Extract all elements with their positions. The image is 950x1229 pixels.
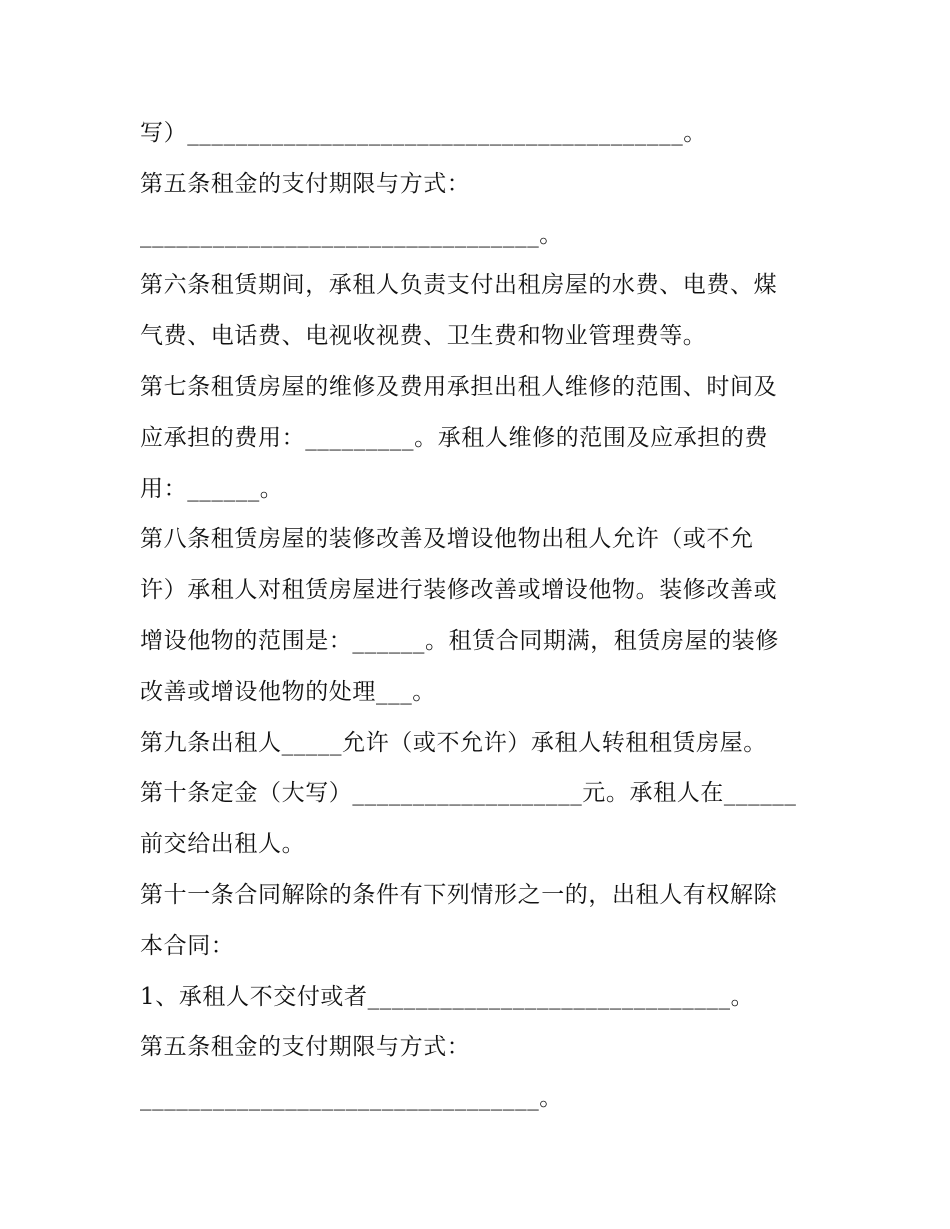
text-line: 写）_________________________________________。 [140, 120, 707, 146]
text-line: 第八条租赁房屋的装修改善及增设他物出租人允许（或不允 [140, 526, 754, 553]
text-line: 1、承租人不交付或者______________________________。 [140, 983, 755, 1010]
text-line: 本合同： [140, 932, 235, 959]
text-line: _________________________________。 [140, 1085, 563, 1112]
text-line: 应承担的费用：_________。承租人维修的范围及应承担的费 [140, 424, 769, 451]
text-line: 第五条租金的支付期限与方式： [140, 1034, 471, 1061]
text-line: 前交给出租人。 [140, 831, 306, 858]
text-line: 第五条租金的支付期限与方式： [140, 170, 471, 197]
text-line: _________________________________。 [140, 221, 563, 248]
text-line: 第六条租赁期间，承租人负责支付出租房屋的水费、电费、煤 [140, 272, 778, 299]
text-line: 气费、电话费、电视收视费、卫生费和物业管理费等。 [140, 323, 707, 350]
contract-body [140, 108, 820, 1124]
text-line: 第九条出租人_____允许（或不允许）承租人转租租赁房屋。 [140, 729, 767, 756]
text-line: 第十一条合同解除的条件有下列情形之一的，出租人有权解除 [140, 881, 778, 908]
text-line: 第十条定金（大写）___________________元。承租人在______ [140, 780, 797, 807]
text-line: 改善或增设他物的处理___。 [140, 678, 436, 705]
text-line: 增设他物的范围是：______。租赁合同期满，租赁房屋的装修 [140, 627, 779, 654]
text-line: 许）承租人对租赁房屋进行装修改善或增设他物。装修改善或 [140, 577, 778, 604]
text-line: 第七条租赁房屋的维修及费用承担出租人维修的范围、时间及 [140, 373, 778, 400]
text-line: 用：______。 [140, 475, 284, 502]
